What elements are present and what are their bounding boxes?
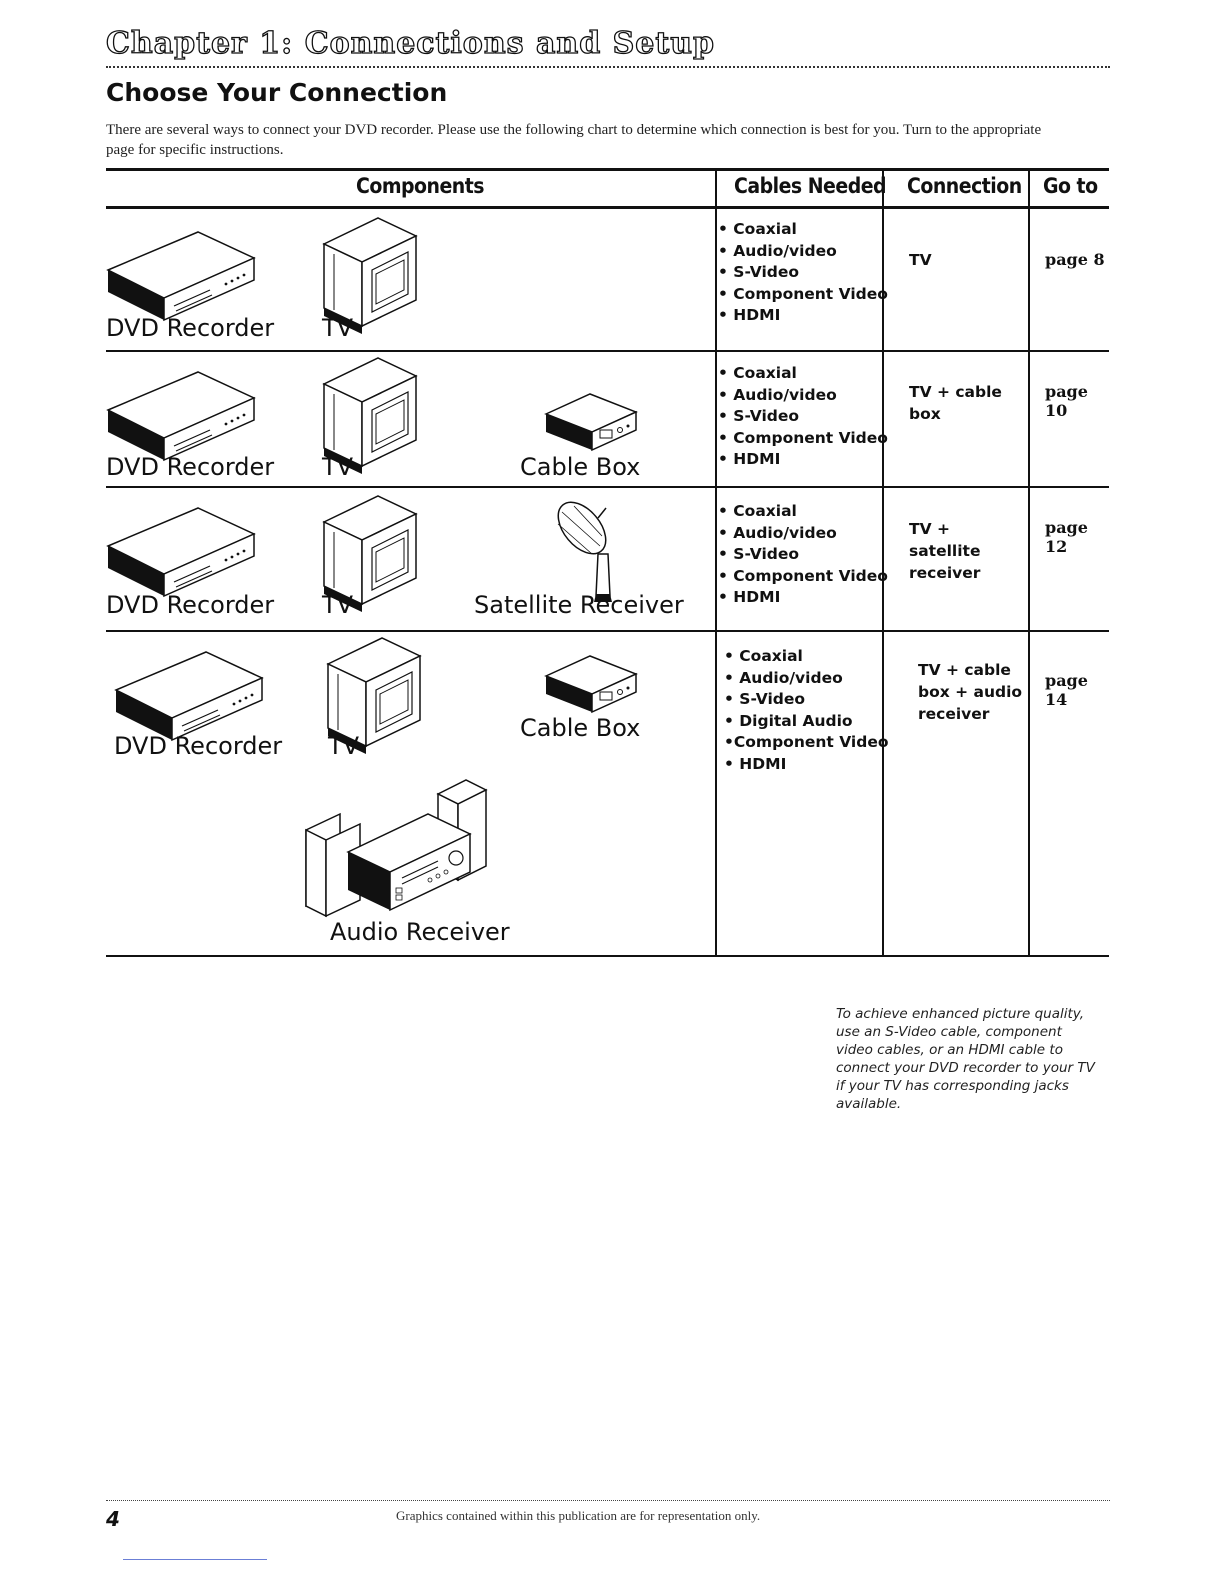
dvd-recorder-icon — [106, 228, 256, 324]
component-label: TV — [322, 591, 354, 619]
cable-item: • Audio/video — [718, 241, 837, 260]
cables-list — [718, 219, 888, 327]
cable-item: • HDMI — [718, 450, 781, 468]
footer-blue-line — [123, 1559, 267, 1560]
cables-list — [718, 363, 888, 471]
cable-box-icon — [544, 390, 640, 454]
cable-item: • HDMI — [718, 306, 781, 324]
section-title: Choose Your Connection — [106, 78, 448, 107]
connection-type — [909, 518, 980, 584]
cables-list — [718, 501, 888, 609]
satellite-dish-icon — [552, 498, 616, 606]
footer-text: Graphics contained within this publication are for representation only. — [396, 1508, 761, 1523]
page-number: 4 — [106, 1507, 120, 1531]
connection-line: box — [909, 405, 941, 423]
connection-line: TV + — [909, 520, 950, 538]
row-divider — [106, 630, 1109, 632]
header-go-to: Go to — [1043, 174, 1098, 198]
table-bottom-rule — [106, 955, 1109, 957]
component-label: TV — [322, 314, 354, 342]
component-label: DVD Recorder — [106, 591, 275, 619]
goto-page: page 14 — [1045, 671, 1088, 709]
dvd-recorder-icon — [114, 648, 264, 744]
cable-item: • Component Video — [718, 566, 888, 585]
cable-item: • Audio/video — [718, 523, 837, 542]
connection-type — [918, 659, 1022, 725]
component-label: DVD Recorder — [114, 732, 283, 760]
component-label: Audio Receiver — [330, 918, 510, 946]
connection-line: box + audio — [918, 683, 1023, 701]
column-divider — [715, 168, 717, 957]
connection-line: receiver — [918, 705, 990, 723]
component-label: TV — [328, 732, 360, 760]
component-label: DVD Recorder — [106, 314, 275, 342]
cable-box-icon — [544, 652, 640, 716]
connection-line: satellite — [909, 542, 981, 560]
cable-item: • S-Video — [718, 263, 800, 281]
cable-item: • Coaxial — [718, 502, 797, 520]
cable-item: •Component Video — [724, 733, 889, 751]
cable-item: • HDMI — [718, 588, 781, 606]
cable-item: • Component Video — [718, 428, 888, 447]
component-label: DVD Recorder — [106, 453, 275, 481]
goto-page: page 10 — [1045, 382, 1088, 420]
row-divider — [106, 350, 1109, 352]
cable-item: • Coaxial — [718, 220, 797, 238]
cables-list — [724, 646, 889, 775]
component-label: Cable Box — [520, 714, 641, 742]
component-label: TV — [322, 453, 354, 481]
header-cables-needed: Cables Needed — [734, 174, 887, 198]
cable-item: • S-Video — [724, 690, 806, 708]
goto-page: page 8 — [1045, 250, 1105, 269]
cable-item: • Audio/video — [718, 385, 837, 404]
cable-item: • S-Video — [718, 407, 800, 425]
header-components: Components — [356, 174, 485, 198]
connection-type — [909, 381, 1002, 425]
chapter-title-text: Chapter 1: Connections and Setup — [106, 26, 716, 61]
goto-page: page 12 — [1045, 518, 1088, 556]
component-label: Satellite Receiver — [474, 591, 684, 619]
intro-paragraph: There are several ways to connect your DVD recorder. Please use the following chart to determine which connection is best for you. Turn to the appropriate page for specific instructions. — [106, 122, 1042, 158]
table-header-rule — [106, 206, 1109, 209]
connection-line: TV + cable — [909, 383, 1002, 401]
cable-item: • Digital Audio — [724, 711, 853, 730]
cable-item: • Audio/video — [724, 668, 843, 687]
cable-item: • S-Video — [718, 545, 800, 563]
tip-note: To achieve enhanced picture quality, use an S-Video cable, component video cables, or an HDMI cable to connect your DVD recorder to your TV if your TV has corresponding jacks available. — [836, 1006, 1095, 1112]
chapter-title — [106, 26, 1110, 68]
table-top-rule — [106, 168, 1109, 171]
cable-item: • Component Video — [718, 284, 888, 303]
dvd-recorder-icon — [106, 368, 256, 464]
header-connection: Connection — [907, 174, 1022, 198]
footer-rule — [106, 1500, 1110, 1501]
column-divider — [1028, 168, 1030, 957]
cable-item: • HDMI — [724, 754, 787, 773]
component-label: Cable Box — [520, 453, 641, 481]
cable-item: • Coaxial — [718, 364, 797, 382]
connection-line: TV — [909, 251, 932, 269]
connection-type — [909, 249, 932, 271]
connection-line: receiver — [909, 564, 981, 582]
audio-receiver-icon — [298, 774, 488, 924]
dvd-recorder-icon — [106, 504, 256, 600]
cable-item: • Coaxial — [724, 647, 803, 665]
row-divider — [106, 486, 1109, 488]
connection-line: TV + cable — [918, 661, 1011, 679]
